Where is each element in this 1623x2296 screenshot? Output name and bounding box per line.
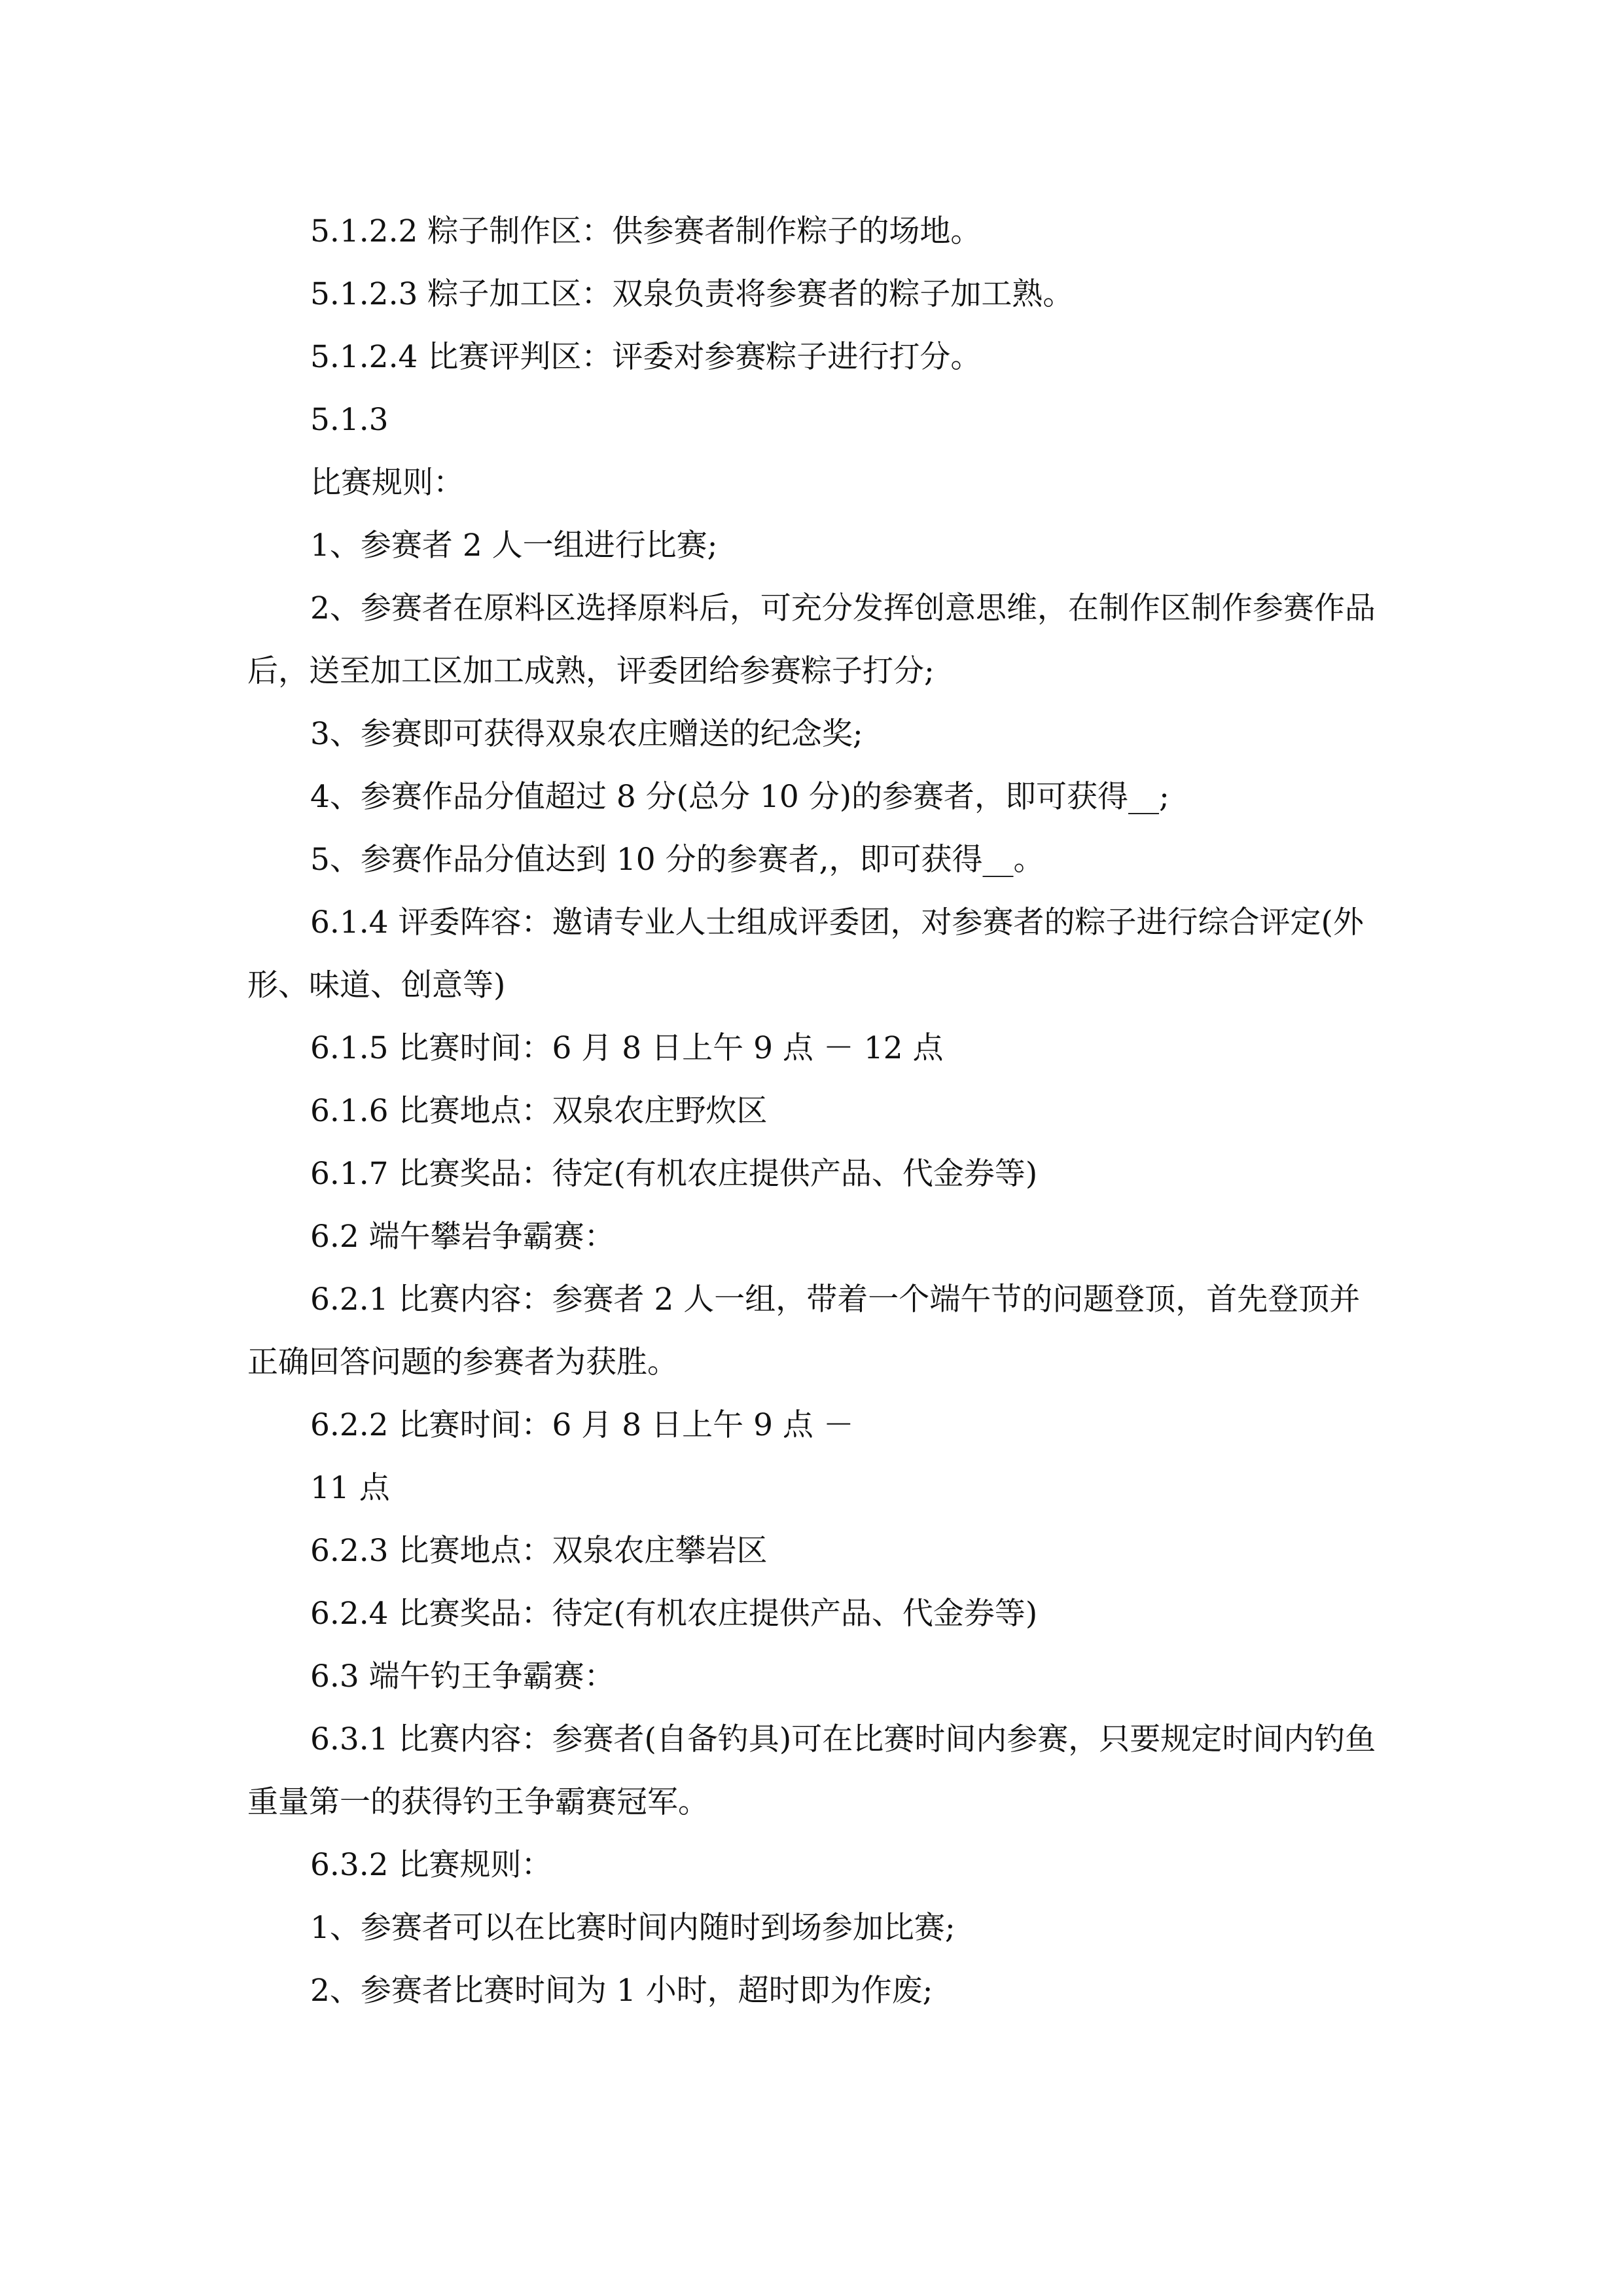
rule-item: 3、参赛即可获得双泉农庄赠送的纪念奖; [310, 716, 863, 752]
section-heading: 6.2 端午攀岩争霸赛： [310, 1219, 615, 1255]
rule-item: 5、参赛作品分值达到 10 分的参赛者,，即可获得__。 [310, 842, 1044, 878]
rule-item: 4、参赛作品分值超过 8 分(总分 10 分)的参赛者，即可获得__; [310, 779, 1169, 815]
paragraph: 6.1.6 比赛地点：双泉农庄野炊区 [310, 1093, 768, 1129]
rule-item: 1、参赛者可以在比赛时间内随时到场参加比赛; [310, 1910, 955, 1946]
section-heading: 6.3.2 比赛规则： [310, 1847, 552, 1883]
rule-item: 1、参赛者 2 人一组进行比赛; [310, 528, 718, 564]
paragraph: 6.2.3 比赛地点：双泉农庄攀岩区 [310, 1533, 768, 1569]
paragraph: 6.2.4 比赛奖品：待定(有机农庄提供产品、代金券等) [310, 1596, 1038, 1632]
section-heading: 比赛规则： [310, 465, 464, 501]
paragraph: 5.1.3 [310, 402, 389, 438]
paragraph: 5.1.2.3 粽子加工区：双泉负责将参赛者的粽子加工熟。 [310, 276, 1074, 312]
paragraph: 5.1.2.2 粽子制作区：供参赛者制作粽子的场地。 [310, 213, 982, 249]
section-heading: 6.3 端午钓王争霸赛： [310, 1659, 615, 1695]
rule-item: 2、参赛者比赛时间为 1 小时，超时即为作废; [310, 1973, 933, 2009]
paragraph: 6.1.7 比赛奖品：待定(有机农庄提供产品、代金券等) [310, 1156, 1038, 1192]
document-body [247, 200, 1376, 2022]
paragraph: 11 点 [310, 1470, 390, 1506]
paragraph: 6.2.2 比赛时间：6 月 8 日上午 9 点 － [310, 1407, 854, 1443]
paragraph: 6.3.1 比赛内容：参赛者(自备钓具)可在比赛时间内参赛，只要规定时间内钓鱼重量第一的获得钓王争霸赛冠军。 [247, 1721, 1376, 1820]
paragraph: 5.1.2.4 比赛评判区：评委对参赛粽子进行打分。 [310, 339, 982, 375]
paragraph: 6.2.1 比赛内容：参赛者 2 人一组，带着一个端午节的问题登顶，首先登顶并正确回答问题的参赛者为获胜。 [247, 1282, 1361, 1380]
paragraph: 6.1.4 评委阵容：邀请专业人士组成评委团，对参赛者的粽子进行综合评定(外形、味道、创意等) [247, 905, 1364, 1003]
rule-item: 2、参赛者在原料区选择原料后，可充分发挥创意思维，在制作区制作参赛作品后，送至加工区加工成熟，评委团给参赛粽子打分; [247, 590, 1376, 689]
paragraph: 6.1.5 比赛时间：6 月 8 日上午 9 点 － 12 点 [310, 1030, 944, 1066]
